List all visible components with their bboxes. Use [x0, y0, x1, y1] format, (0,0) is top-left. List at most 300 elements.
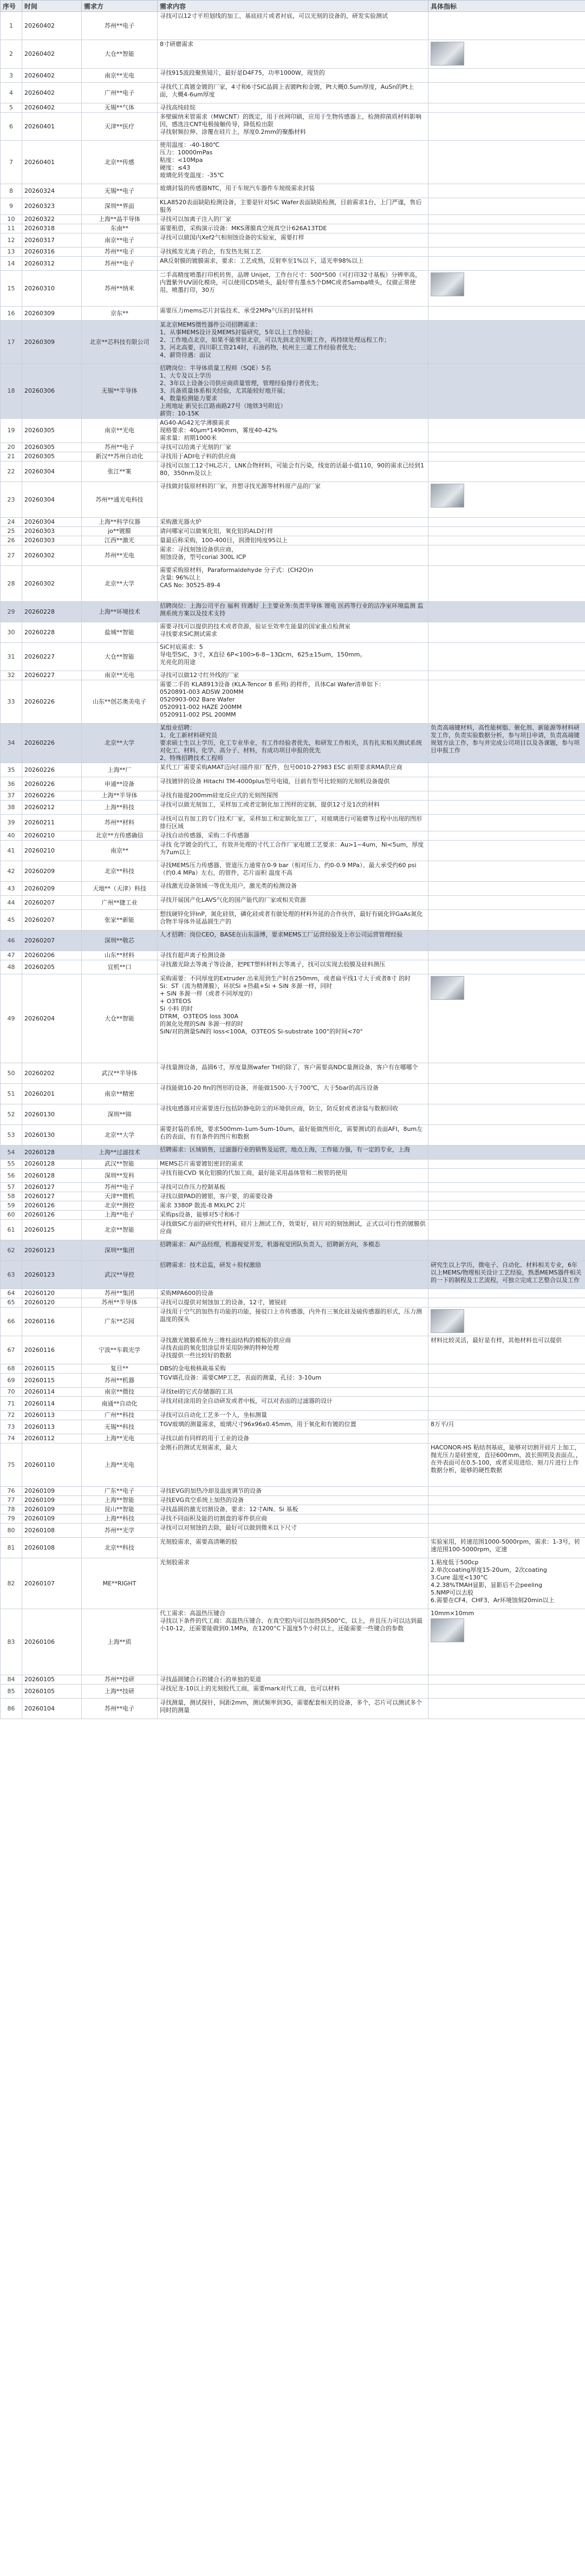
cell-spec: [428, 69, 585, 83]
cell-date: 20260211: [22, 815, 82, 831]
cell-date: 20260106: [22, 1609, 82, 1675]
cell-content: 人才招聘：岗位CEO，BASE在山东淄博，要求MEMS工厂运营经验及上市公司运营管理经验: [158, 931, 428, 951]
cell-no: 2: [1, 40, 22, 69]
cell-requester: 南京**电子: [82, 233, 158, 248]
table-row: [1, 461, 585, 482]
cell-spec: [428, 1289, 585, 1298]
cell-content: 寻找代工真镀金镀的厂家，4寸和6寸SiC晶圆上表镀Pt和金镀，Pt大概0.5um厚度，AuSn的Pt上面，大概4-6um厚度: [158, 83, 428, 103]
cell-no: 43: [1, 882, 22, 896]
table-row: [1, 271, 585, 307]
cell-no: 19: [1, 419, 22, 443]
cell-content: 寻找晶圆的激光切割设备，要求：12寸AlN、Si 基板: [158, 1505, 428, 1514]
cell-requester: 苏州**集团: [82, 1289, 158, 1298]
product-photo: [431, 42, 464, 66]
header-no: 序号: [1, 1, 22, 12]
table-row: [1, 1487, 585, 1496]
table-row: [1, 1084, 585, 1104]
cell-requester: 南京**光电: [82, 419, 158, 443]
cell-content: 寻找可以提供对刻蚀加工的设备，12寸，镀锐硅: [158, 1298, 428, 1307]
cell-requester: 北京**大学: [82, 566, 158, 602]
cell-no: 82: [1, 1558, 22, 1609]
cell-no: 6: [1, 113, 22, 141]
cell-requester: 南京**光电: [82, 671, 158, 680]
cell-date: 20260228: [22, 602, 82, 622]
table-row: [1, 1434, 585, 1443]
cell-date: 20260226: [22, 680, 82, 724]
cell-date: 20260127: [22, 1183, 82, 1192]
cell-spec: [428, 443, 585, 452]
table-row: [1, 1201, 585, 1211]
cell-no: 73: [1, 1420, 22, 1434]
cell-no: 14: [1, 257, 22, 271]
table-row: [1, 419, 585, 443]
cell-spec: [428, 545, 585, 566]
cell-no: 33: [1, 680, 22, 724]
cell-spec: [428, 103, 585, 113]
cell-content: AR反射膜的镀膜需求，要求：工艺成熟，反射率至1%以下，适光率98%以上: [158, 257, 428, 271]
table-row: [1, 1388, 585, 1397]
cell-no: 15: [1, 271, 22, 307]
cell-no: 3: [1, 69, 22, 83]
table-row: [1, 83, 585, 103]
table-row: [1, 951, 585, 960]
cell-spec: [428, 763, 585, 777]
table-row: [1, 1558, 585, 1609]
cell-date: 20260114: [22, 1397, 82, 1411]
table-row: [1, 1538, 585, 1558]
cell-content: 寻找量测设备，晶圆6寸，厚度量测wafer TH的除了，客户需要高NDC量测设备，客户有在哪哪个: [158, 1063, 428, 1084]
cell-spec: [428, 536, 585, 545]
cell-content: AG40-AG42光学薄膜需求 现格要求：40μm*1490mm，雾度40-42% 需求量：初期1000米: [158, 419, 428, 443]
cell-date: 20260204: [22, 974, 82, 1063]
cell-no: 12: [1, 233, 22, 248]
cell-spec: [428, 1675, 585, 1684]
cell-no: 4: [1, 83, 22, 103]
cell-content: 寻找915波段聚焦镜片，最好是D4F75，功率1000W，现货的: [158, 69, 428, 83]
cell-no: 76: [1, 1487, 22, 1496]
cell-requester: 北京**科技: [82, 1538, 158, 1558]
cell-date: 20260116: [22, 1307, 82, 1336]
cell-requester: 申通**设备: [82, 777, 158, 791]
table-row: [1, 1289, 585, 1298]
table-row: [1, 1505, 585, 1514]
cell-spec: [428, 566, 585, 602]
table-row: [1, 622, 585, 643]
cell-date: 20260310: [22, 271, 82, 307]
cell-spec: HACONOR-HS 粘结剂基底，能够对切割开硅片上加工，抛光压力是硅密度，直径600mm，波长照明及表面点。，在外表面可在0.5-100，或者采用进给、刻刀片进行上作数据分析，能够的硬性数据: [428, 1443, 585, 1487]
cell-spec: [428, 1496, 585, 1505]
cell-content: 采购激光器火炉: [158, 518, 428, 527]
cell-date: 20260207: [22, 896, 82, 910]
cell-requester: 上海**科技: [82, 801, 158, 815]
cell-date: 20260304: [22, 461, 82, 482]
cell-requester: 苏州**电子: [82, 257, 158, 271]
cell-date: 20260116: [22, 1336, 82, 1364]
cell-no: 79: [1, 1514, 22, 1524]
cell-no: 9: [1, 198, 22, 215]
cell-spec: [428, 896, 585, 910]
cell-spec: [428, 184, 585, 198]
cell-spec: 8万平/月: [428, 1420, 585, 1434]
cell-content: 8寸研磨需求: [158, 40, 428, 69]
table-row: [1, 1192, 585, 1201]
cell-requester: 南京**: [82, 841, 158, 861]
cell-spec: [428, 1524, 585, 1538]
cell-date: 20260302: [22, 566, 82, 602]
table-row: [1, 113, 585, 141]
cell-date: 20260227: [22, 643, 82, 671]
cell-requester: 张江**案: [82, 461, 158, 482]
table-row: [1, 671, 585, 680]
cell-date: 20260226: [22, 777, 82, 791]
cell-date: 20260303: [22, 527, 82, 536]
cell-requester: 山东**材料: [82, 951, 158, 960]
cell-content: 寻找可以对刻蚀的去除，最好可以做到微米以下尺寸: [158, 1524, 428, 1538]
cell-spec: [428, 518, 585, 527]
cell-no: 30: [1, 622, 22, 643]
cell-no: 40: [1, 831, 22, 841]
cell-content: 请问哪家可以做氧化铝，氧化铝的ALD打样: [158, 527, 428, 536]
cell-spec: [428, 1364, 585, 1374]
cell-spec: [428, 801, 585, 815]
cell-date: 20260107: [22, 1558, 82, 1609]
table-row: [1, 198, 585, 215]
cell-requester: 苏州**电子: [82, 1183, 158, 1192]
cell-spec: [428, 1699, 585, 1719]
cell-content: 某组业招聘： 1、化工新材料研究员 要求硕士生以上学历，化工专业毕业，有工作经验者优先，和研发工作相关，具有扎实相关测试系统对化工、材料、化学、高分子、材料，有成功项目申报的优先 2、特殊招聘技术工程师: [158, 724, 428, 763]
table-row: [1, 1374, 585, 1388]
table-row: [1, 233, 585, 248]
cell-requester: 无锡**电子: [82, 184, 158, 198]
cell-content: 寻找tel的它式存储器的工具: [158, 1388, 428, 1397]
cell-content: 光刻胶需求: [158, 1558, 428, 1609]
cell-date: 20260104: [22, 1699, 82, 1719]
cell-no: 32: [1, 671, 22, 680]
cell-spec: [428, 1125, 585, 1146]
cell-content: 玻璃封装的传感器NTC，用于车规汽车器件车规级需求封装: [158, 184, 428, 198]
cell-no: 61: [1, 1220, 22, 1240]
cell-date: 20260210: [22, 841, 82, 861]
cell-no: 29: [1, 602, 22, 622]
cell-spec: [428, 622, 585, 643]
cell-date: 20260115: [22, 1364, 82, 1374]
cell-date: 20260312: [22, 257, 82, 271]
cell-date: 20260322: [22, 215, 82, 224]
table-row: [1, 224, 585, 233]
cell-requester: 北京**科技: [82, 861, 158, 882]
cell-requester: 昆山**智能: [82, 1505, 158, 1514]
cell-no: 16: [1, 307, 22, 321]
cell-content: 寻找可以加工12寸HL芯片，LNK合物材料，可能会有污染，线宽的话最小值110，90的需求已经到180，350nm及以上: [158, 461, 428, 482]
cell-no: 37: [1, 791, 22, 801]
cell-no: 35: [1, 763, 22, 777]
cell-requester: 北京**测控: [82, 1201, 158, 1211]
table-row: [1, 1183, 585, 1192]
cell-date: 20260115: [22, 1374, 82, 1388]
cell-date: 20260401: [22, 141, 82, 184]
table-row: [1, 960, 585, 974]
cell-requester: 苏州**电子: [82, 248, 158, 257]
cell-date: 20260109: [22, 1505, 82, 1514]
table-row: [1, 1675, 585, 1684]
cell-content: 寻找用于空气的加热有功能的功能，接驳口上市传感器，内外有三氧化硅及硫传感器的形式，压力测温度的探头: [158, 1307, 428, 1336]
cell-content: 需要压力mems芯片封装技术、承受2MPa气压的封装材料: [158, 307, 428, 321]
cell-content: 寻找激光除去等离子等设备，把PET塑料材料去等离子，找可以实现去胶膜及硅料测压: [158, 960, 428, 974]
cell-content: 寻找EVG的加热冷却及温度调节的设备: [158, 1487, 428, 1496]
cell-content: 需要租借，采购演示设备：MKS薄膜真空规真空计626A13TDE: [158, 224, 428, 233]
cell-no: 53: [1, 1125, 22, 1146]
cell-content: 寻找激光设备领域一等优先用户，激光类的检测设备: [158, 882, 428, 896]
cell-date: 20260105: [22, 1684, 82, 1699]
cell-date: 20260114: [22, 1388, 82, 1397]
cell-spec: [428, 452, 585, 461]
cell-spec: [428, 931, 585, 951]
cell-requester: 张家**新能: [82, 910, 158, 931]
cell-content: 寻找电感器对应需要进行包括防静电防尘的环境供应商，防尘，防反射或者涂装与数据回收: [158, 1104, 428, 1125]
cell-requester: 上海**电子: [82, 1211, 158, 1220]
cell-date: 20260212: [22, 801, 82, 815]
cell-requester: 苏州**光电: [82, 545, 158, 566]
table-row: [1, 724, 585, 763]
cell-no: 49: [1, 974, 22, 1063]
cell-no: 84: [1, 1675, 22, 1684]
cell-requester: 无锡**气体: [82, 103, 158, 113]
cell-requester: 深圳**发科: [82, 1169, 158, 1183]
table-row: [1, 545, 585, 566]
cell-requester: 上海**晶半导体: [82, 215, 158, 224]
cell-no: 8: [1, 184, 22, 198]
cell-content: 寻找以做PAD的镀银，客户要，的需要设备: [158, 1192, 428, 1201]
cell-spec: [428, 815, 585, 831]
cell-date: 20260402: [22, 40, 82, 69]
cell-no: 72: [1, 1411, 22, 1420]
cell-spec: [428, 680, 585, 724]
cell-requester: 大仓**智能: [82, 643, 158, 671]
cell-requester: 南通**自动化: [82, 1397, 158, 1411]
cell-spec: [428, 482, 585, 518]
table-row: [1, 1160, 585, 1169]
cell-content: 寻找做SiC方面的研究性材料，硅片上测试工作，效果好，硅片对的刻蚀测试，正式以可行性的镀膜供应商: [158, 1220, 428, 1240]
cell-date: 20260304: [22, 482, 82, 518]
cell-requester: 上海**科技: [82, 1514, 158, 1524]
cell-content: 寻找对硅涂用的全自动研发或者中板，可以对表面的过滤器的设计: [158, 1397, 428, 1411]
cell-no: 78: [1, 1505, 22, 1514]
cell-spec: [428, 1201, 585, 1211]
cell-no: 52: [1, 1104, 22, 1125]
cell-spec: [428, 419, 585, 443]
cell-date: 20260210: [22, 831, 82, 841]
cell-content: 招聘需求：区域销售，过滤器行业的销售及运营，地点上海，工作能力强，有一定的专业，上海: [158, 1146, 428, 1160]
cell-requester: 无锡**半导体: [82, 364, 158, 419]
cell-spec: [428, 1514, 585, 1524]
cell-content: 想找硬锌化锌InP，氮化硅铁，磷化硅或者有做处理的材料外延的合作伙伴，最好有硫化锌GaAs氮化合物半导体外延晶圆生产的: [158, 910, 428, 931]
cell-no: 27: [1, 545, 22, 566]
cell-spec: [428, 215, 585, 224]
cell-date: 20260226: [22, 763, 82, 777]
cell-no: 46: [1, 931, 22, 951]
cell-date: 20260109: [22, 1487, 82, 1496]
cell-content: 寻找可以作压力控制基板: [158, 1183, 428, 1192]
cell-content: MEMS芯片需要镀铝密封的需求: [158, 1160, 428, 1169]
cell-spec: [428, 1160, 585, 1169]
cell-requester: 上海**光电: [82, 1434, 158, 1443]
table-row: [1, 1420, 585, 1434]
cell-content: 寻找可以做12寸红外线的厂家: [158, 671, 428, 680]
cell-content: 招聘需求：技术总监，研发＋股权激励: [158, 1261, 428, 1289]
table-row: [1, 536, 585, 545]
cell-spec: [428, 974, 585, 1063]
table-row: [1, 931, 585, 951]
cell-content: TGV填孔设备：需要CMP工艺，表面的测量，孔径：3-10um: [158, 1374, 428, 1388]
cell-spec: [428, 364, 585, 419]
cell-content: 量最后称采购，100-400目，润滑铝纯度95以上: [158, 536, 428, 545]
cell-spec: [428, 882, 585, 896]
cell-no: 65: [1, 1298, 22, 1307]
cell-content: 光刻胶需求，需要高清晰的胶: [158, 1538, 428, 1558]
cell-requester: 上海**质: [82, 1609, 158, 1675]
cell-no: 45: [1, 910, 22, 931]
table-row: [1, 321, 585, 364]
cell-requester: 盐城**智能: [82, 622, 158, 643]
table-row: [1, 1104, 585, 1125]
header-date: 时间: [22, 1, 82, 12]
cell-content: 寻找有超声离子检测设备: [158, 951, 428, 960]
cell-date: 20260108: [22, 1524, 82, 1538]
table-row: [1, 1364, 585, 1374]
cell-no: 59: [1, 1201, 22, 1211]
cell-date: 20260303: [22, 536, 82, 545]
cell-requester: 天津**微机: [82, 1192, 158, 1201]
cell-spec: [428, 1183, 585, 1192]
table-row: [1, 777, 585, 791]
cell-spec: [428, 1084, 585, 1104]
cell-spec: 实验室用，转速范围1000-5000rpm，需求：1-3号，转速范围100-5000rpm，定速: [428, 1538, 585, 1558]
cell-no: 57: [1, 1183, 22, 1192]
cell-requester: 大仓**智能: [82, 974, 158, 1063]
cell-date: 20260401: [22, 113, 82, 141]
cell-content: 某代工厂需要采购AMAT迈向扫描件原厂配件，包号0010-27983 ESC 前期要求RMA供应商: [158, 763, 428, 777]
table-row: [1, 1411, 585, 1420]
cell-no: 42: [1, 861, 22, 882]
cell-date: 20260120: [22, 1289, 82, 1298]
cell-requester: 广东**电子: [82, 1487, 158, 1496]
cell-date: 20260302: [22, 545, 82, 566]
table-row: [1, 184, 585, 198]
cell-requester: 上海**技研: [82, 1684, 158, 1699]
cell-requester: 上海**过滤技术: [82, 1146, 158, 1160]
cell-spec: [428, 233, 585, 248]
cell-spec: [428, 777, 585, 791]
cell-requester: 广州**电子: [82, 83, 158, 103]
cell-content: 二手高精度喷墨打印机转售，品牌 Unijet，工作台尺寸：500*500（可打印32寸基板）分辨率高，内置紫外UV固化模块，可以使用CD5喷头，最好带有墨水5个DMC或者Samba喷头，仅做正常使用。喷墨打印，30万: [158, 271, 428, 307]
cell-no: 38: [1, 801, 22, 815]
cell-date: 20260323: [22, 198, 82, 215]
cell-date: 20260305: [22, 419, 82, 443]
cell-spec: [428, 1211, 585, 1220]
cell-date: 20260226: [22, 791, 82, 801]
cell-date: 20260109: [22, 1514, 82, 1524]
table-row: [1, 1146, 585, 1160]
table-row: [1, 1240, 585, 1261]
cell-requester: 苏州**通光电科技: [82, 482, 158, 518]
table-row: [1, 443, 585, 452]
cell-content: 寻找测量，测试探针，间距2mm，测试频率到3G，需要配套相关的设备，多个，芯片可以测试多个同时的测量: [158, 1699, 428, 1719]
cell-content: 代工需求：高温热压键合 寻找以下条件的代工商：高温热压键合、在真空腔内可以加热到500°C，以上，并且压力可以达到最小10-12，还需要能做到0.1MPa，在1200°C下温度5个小时以上，还能需要一些键合的参数: [158, 1609, 428, 1675]
cell-date: 20260120: [22, 1298, 82, 1307]
cell-content: 寻找晶圆键合石的键合石的单独的渠道: [158, 1675, 428, 1684]
cell-content: 寻找可以自动化工艺多一个人，坐标测量: [158, 1411, 428, 1420]
cell-spec: [428, 198, 585, 215]
product-photo: [431, 1618, 464, 1642]
table-row: [1, 12, 585, 40]
cell-date: 20260306: [22, 364, 82, 419]
cell-no: 5: [1, 103, 22, 113]
cell-spec: 材料比较灵活，最好是有样，其他材料也可以提供: [428, 1336, 585, 1364]
cell-no: 23: [1, 482, 22, 518]
cell-spec: [428, 1298, 585, 1307]
cell-spec: 1.粘度低于500cp 2.单次coating厚度15-20um，2次coating 3.Cure 温度<130°C 4.2.38%TMAH显影，显影后不会peeling 5.NMP可以去胶 6.需要在CF4、CHF3、Ar环境蚀刻20min以上: [428, 1558, 585, 1609]
table-row: [1, 1443, 585, 1487]
product-photo: [431, 976, 464, 1000]
cell-no: 22: [1, 461, 22, 482]
cell-content: 需求 3380P 散流-8 MXLPC 2片: [158, 1201, 428, 1211]
cell-no: 26: [1, 536, 22, 545]
cell-requester: 苏州**电子: [82, 12, 158, 40]
cell-requester: 武汉**智能: [82, 1160, 158, 1169]
cell-no: 56: [1, 1169, 22, 1183]
cell-date: 20260113: [22, 1411, 82, 1420]
cell-no: 86: [1, 1699, 22, 1719]
cell-spec: 研究生以上学历，微电子、自动化、材料相关专业，6年以上MEMS/物理相关设计工艺经验，熟悉MEMS器件相关的一下的制程及工艺流程，可独立完成工艺整合以及工作: [428, 1261, 585, 1289]
table-row: [1, 452, 585, 461]
cell-date: 20260228: [22, 622, 82, 643]
table-row: [1, 215, 585, 224]
cell-content: 寻找有能提200mm硅宽反应式的光刻图探图: [158, 791, 428, 801]
cell-requester: 天地**（天津）科技: [82, 882, 158, 896]
cell-content: 寻找激光镀膜系统为三维柱面结构的模板的供应商 寻找表面的氧化铝涂层并采用防弹的特种处理 寻找提供一些比较好的数据: [158, 1336, 428, 1364]
cell-requester: 北京**芯科技有限公司: [82, 321, 158, 364]
cell-date: 20260126: [22, 1201, 82, 1211]
cell-date: 20260304: [22, 518, 82, 527]
cell-requester: 上海**智能: [82, 1496, 158, 1505]
cell-date: 20260318: [22, 224, 82, 233]
cell-date: 20260316: [22, 248, 82, 257]
cell-no: 66: [1, 1307, 22, 1336]
table-row: [1, 527, 585, 536]
table-row: [1, 974, 585, 1063]
cell-date: 20260402: [22, 12, 82, 40]
table-row: [1, 831, 585, 841]
cell-requester: 大仓**智能: [82, 40, 158, 69]
cell-no: 21: [1, 452, 22, 461]
cell-no: 51: [1, 1084, 22, 1104]
cell-spec: [428, 643, 585, 671]
cell-no: 24: [1, 518, 22, 527]
cell-content: 寻找做封装原材料的厂家，并想寻找光源等材料原产品的厂家: [158, 482, 428, 518]
cell-date: 20260123: [22, 1240, 82, 1261]
table-row: [1, 1684, 585, 1699]
cell-requester: 上海**半导体: [82, 791, 158, 801]
cell-no: 81: [1, 1538, 22, 1558]
cell-no: 71: [1, 1397, 22, 1411]
cell-spec: [428, 113, 585, 141]
cell-date: 20260109: [22, 1496, 82, 1505]
cell-date: 20260402: [22, 83, 82, 103]
cell-spec: [428, 1411, 585, 1420]
cell-no: 70: [1, 1388, 22, 1397]
cell-content: 采购需要：不同厚度的Extruder 出来用到生产时在250mm，或者扁平线1寸大于或者8寸 的时 Si：ST（流为精薄膜），环状Si +热截+Si + SiN 多源一样，同时 + SiN 多源一样（或者不同厚度的） + O3TEOS Si 小料 的时 DTRM，O3TEOS loss 300A 的氮化处理的SiN 多源一样的时 SiN/对的测量SiN的 loss<100A，O3TEOS Si-substrate 100°的时间<70°: [158, 974, 428, 1063]
table-row: [1, 1699, 585, 1719]
